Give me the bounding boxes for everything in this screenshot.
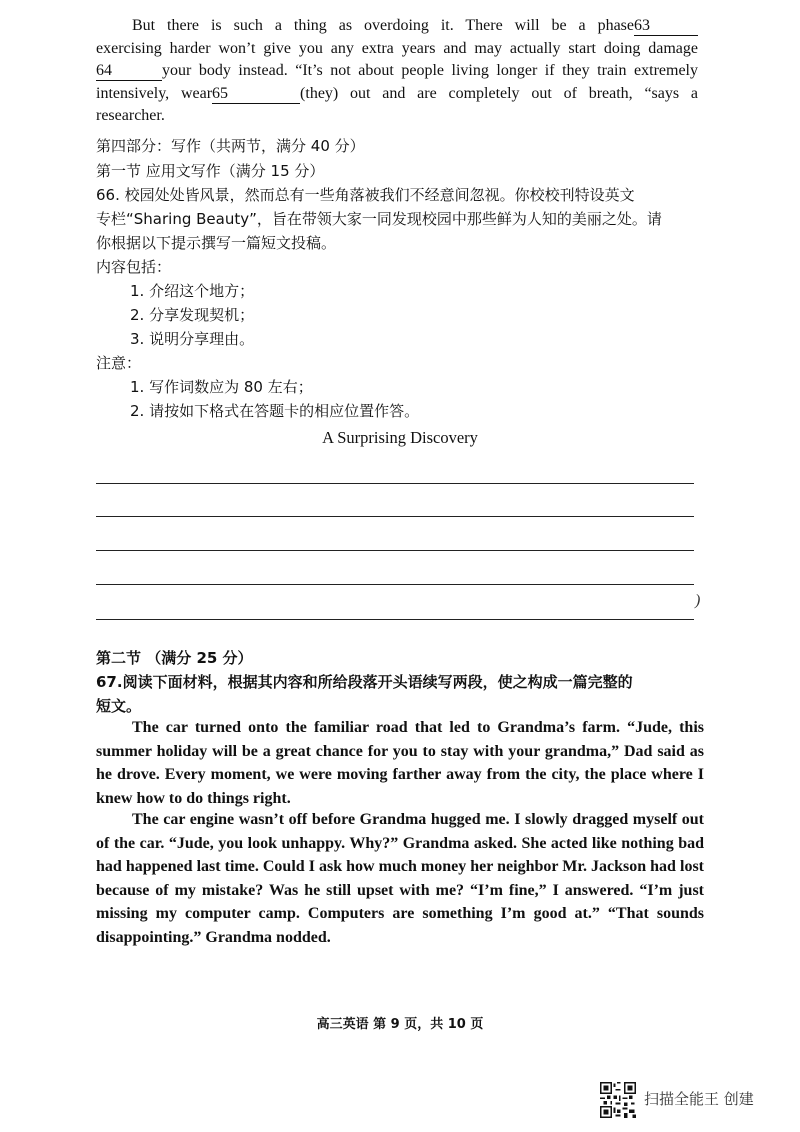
part4-heading: 第四部分：写作（共两节，满分 40 分）	[96, 137, 365, 155]
para1-line-4: knew how to do things right.	[96, 789, 291, 807]
para2-line-1: The car engine wasn’t off before Grandma hugged me. I slowly dragged myself out	[132, 811, 704, 828]
para1-line-1: The car turned onto the familiar road that led to Grandma’s farm. “Jude, this	[132, 719, 704, 736]
blank-65: 65	[212, 85, 300, 104]
writing-line-2	[96, 516, 694, 517]
section1-heading: 第一节 应用文写作（满分 15 分）	[96, 162, 325, 180]
scanner-watermark: 扫描全能王 创建	[644, 1090, 754, 1108]
writing-line-1	[96, 483, 694, 484]
qr-code-icon	[600, 1082, 636, 1118]
q66-line-1: 66. 校园处处皆风景，然而总有一些角落被我们不经意间忽视。你校校刊特设英文	[96, 186, 635, 204]
blank-64: 64	[96, 62, 162, 81]
passage-line-5: researcher.	[96, 107, 165, 124]
para1-line-3: he drove. Every moment, we were moving farther away from the city, the place where I	[96, 766, 704, 783]
blank-63: 63	[634, 17, 698, 36]
para2-line-6: disappointing.” Grandma nodded.	[96, 928, 331, 946]
para2-line-4: because of my mistake? Was he still upset with me? “I’m fine,” I answered. “I’m just	[96, 881, 704, 899]
note-label: 注意：	[96, 354, 142, 372]
note-item-1: 1. 写作词数应为 80 左右；	[130, 378, 313, 396]
section2-heading: 第二节 （满分 25 分）	[96, 649, 253, 667]
q67-line-2: 短文。	[96, 697, 142, 715]
content-item-1: 1. 介绍这个地方；	[130, 282, 255, 300]
content-label: 内容包括：	[96, 258, 172, 276]
pen-mark: )	[695, 592, 701, 609]
content-item-3: 3. 说明分享理由。	[130, 330, 255, 348]
para2-line-5: missing my computer camp. Computers are something I’m good at.” “That sounds	[96, 905, 704, 922]
q66-line-2: 专栏“Sharing Beauty”，旨在带领大家一同发现校园中那些鲜为人知的美丽之处。请	[96, 210, 662, 228]
writing-line-5	[96, 619, 694, 620]
para1-line-2: summer holiday will be a great chance for you to stay with your grandma,” Dad said as	[96, 742, 704, 760]
passage-line-4: intensively, wear65 (they) out and are completely out of breath, “says a	[96, 84, 698, 102]
para2-line-2: of the car. “Jude, you look unhappy. Why?” Grandma asked. She acted like nothing bad	[96, 834, 704, 852]
writing-line-3	[96, 550, 694, 551]
para2-line-3: had happened last time. Could I ask how much money her neighbor Mr. Jackson had lost	[96, 858, 704, 875]
passage-line-3: 64 your body instead. “It’s not about people living longer if they train extremely	[96, 62, 698, 79]
page-footer: 高三英语 第 9 页，共 10 页	[316, 1017, 484, 1032]
writing-line-4	[96, 584, 694, 585]
continuation-paragraph-1	[96, 716, 704, 810]
cloze-passage-end	[96, 15, 698, 128]
q66-line-3: 你根据以下提示撰写一篇短文投稿。	[96, 234, 337, 252]
essay-title: A Surprising Discovery	[322, 428, 478, 447]
continuation-paragraph-2	[96, 808, 704, 949]
passage-line-1: But there is such a thing as overdoing it. There will be a phase63	[96, 15, 698, 38]
content-item-2: 2. 分享发现契机；	[130, 306, 255, 324]
passage-line-2: exercising harder won’t give you any extra years and may actually start doing damage	[96, 39, 698, 57]
q67-line-1: 67.阅读下面材料，根据其内容和所给段落开头语续写两段，使之构成一篇完整的	[96, 673, 633, 691]
note-item-2: 2. 请按如下格式在答题卡的相应位置作答。	[130, 402, 420, 420]
